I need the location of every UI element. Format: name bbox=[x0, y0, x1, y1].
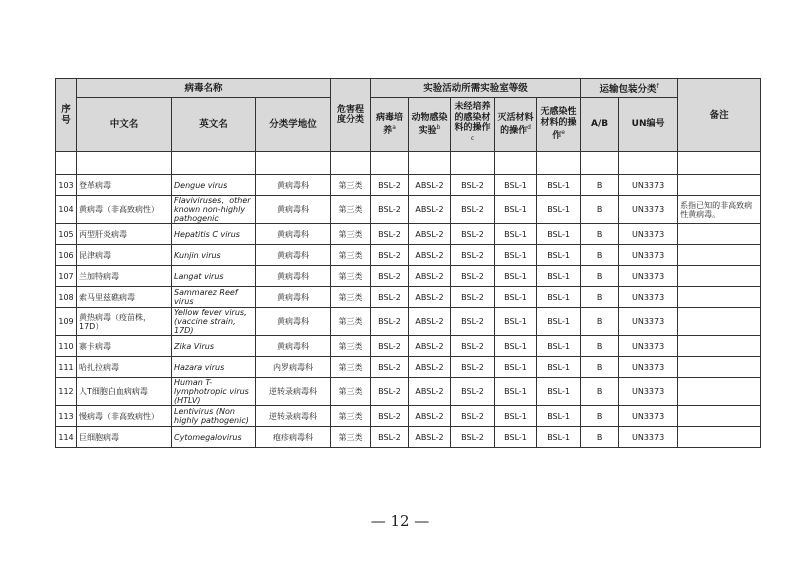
table-row bbox=[56, 378, 761, 406]
cell-cn: 登革病毒 bbox=[77, 175, 172, 196]
cell-inactivated: BSL-1 bbox=[495, 266, 537, 287]
cell-noninfectious: BSL-1 bbox=[537, 196, 581, 224]
cell-hazard: 第三类 bbox=[331, 266, 371, 287]
cell-inactivated: BSL-1 bbox=[495, 427, 537, 448]
cell-hazard: 第三类 bbox=[331, 224, 371, 245]
cell-culture: BSL-2 bbox=[371, 406, 409, 427]
cell-animal: ABSL-2 bbox=[409, 378, 451, 406]
cell-noninfectious: BSL-1 bbox=[537, 357, 581, 378]
cell-cn: 兰加特病毒 bbox=[77, 266, 172, 287]
cell-cn: 黄病毒（非高致病性） bbox=[77, 196, 172, 224]
cell-ab: B bbox=[581, 175, 619, 196]
cell-animal: ABSL-2 bbox=[409, 308, 451, 336]
cell-cn: 索马里兹礁病毒 bbox=[77, 287, 172, 308]
cell-noninfectious: BSL-1 bbox=[537, 245, 581, 266]
cell-no: 106 bbox=[56, 245, 77, 266]
cell-no: 107 bbox=[56, 266, 77, 287]
cell-culture: BSL-2 bbox=[371, 357, 409, 378]
table-row bbox=[56, 175, 761, 196]
cell-culture: BSL-2 bbox=[371, 196, 409, 224]
cell-inactivated: BSL-1 bbox=[495, 287, 537, 308]
cell-un: UN3373 bbox=[619, 175, 678, 196]
header-transport: 运输包装分类$^f$ bbox=[581, 79, 678, 98]
cell-no: 105 bbox=[56, 224, 77, 245]
cell-un: UN3373 bbox=[619, 224, 678, 245]
cell-uncultured: BSL-2 bbox=[451, 245, 495, 266]
header-cn-name: 中文名 bbox=[77, 98, 172, 152]
cell-ab: B bbox=[581, 427, 619, 448]
cell-un: UN3373 bbox=[619, 245, 678, 266]
cell-en: Yellow fever virus,(vaccine strain, 17D) bbox=[172, 308, 256, 336]
cell-en: Human T-lymphotropic virus (HTLV) bbox=[172, 378, 256, 406]
table-row bbox=[56, 266, 761, 287]
cell-un: UN3373 bbox=[619, 336, 678, 357]
cell-animal: ABSL-2 bbox=[409, 427, 451, 448]
table-row-blank bbox=[56, 152, 761, 175]
cell-un: UN3373 bbox=[619, 196, 678, 224]
cell-culture: BSL-2 bbox=[371, 287, 409, 308]
cell-en: Hazara virus bbox=[172, 357, 256, 378]
cell-inactivated: BSL-1 bbox=[495, 196, 537, 224]
cell-no: 112 bbox=[56, 378, 77, 406]
table-row bbox=[56, 224, 761, 245]
cell-remark bbox=[678, 245, 761, 266]
header-ab: A/B bbox=[581, 98, 619, 152]
cell-ab: B bbox=[581, 336, 619, 357]
cell-hazard: 第三类 bbox=[331, 357, 371, 378]
table-header bbox=[56, 79, 761, 152]
header-taxonomy: 分类学地位 bbox=[256, 98, 331, 152]
cell-noninfectious: BSL-1 bbox=[537, 427, 581, 448]
header-noninfectious: 无感染性材料的操作$^e$ bbox=[537, 98, 581, 152]
cell-remark bbox=[678, 224, 761, 245]
cell-hazard: 第三类 bbox=[331, 308, 371, 336]
table-row bbox=[56, 336, 761, 357]
cell-tax: 黄病毒科 bbox=[256, 287, 331, 308]
cell-tax: 黄病毒科 bbox=[256, 266, 331, 287]
cell-animal: ABSL-2 bbox=[409, 406, 451, 427]
cell-ab: B bbox=[581, 196, 619, 224]
header-hazard: 危害程度分类 bbox=[331, 79, 371, 152]
cell-ab: B bbox=[581, 378, 619, 406]
cell-en: Langat virus bbox=[172, 266, 256, 287]
cell-no: 108 bbox=[56, 287, 77, 308]
cell-animal: ABSL-2 bbox=[409, 287, 451, 308]
cell-remark bbox=[678, 406, 761, 427]
cell-noninfectious: BSL-1 bbox=[537, 175, 581, 196]
cell-culture: BSL-2 bbox=[371, 308, 409, 336]
cell-en: Hepatitis C virus bbox=[172, 224, 256, 245]
cell-culture: BSL-2 bbox=[371, 336, 409, 357]
cell-culture: BSL-2 bbox=[371, 245, 409, 266]
cell-ab: B bbox=[581, 406, 619, 427]
cell-en: Cytomegalovirus bbox=[172, 427, 256, 448]
virus-table bbox=[55, 78, 761, 448]
cell-cn: 昆津病毒 bbox=[77, 245, 172, 266]
cell-no: 111 bbox=[56, 357, 77, 378]
cell-ab: B bbox=[581, 357, 619, 378]
cell-cn: 哈扎拉病毒 bbox=[77, 357, 172, 378]
table-row bbox=[56, 287, 761, 308]
cell-hazard: 第三类 bbox=[331, 287, 371, 308]
cell-remark bbox=[678, 378, 761, 406]
cell-en: Sammarez Reef virus bbox=[172, 287, 256, 308]
cell-uncultured: BSL-2 bbox=[451, 427, 495, 448]
cell-ab: B bbox=[581, 245, 619, 266]
cell-cn: 慢病毒（非高致病性） bbox=[77, 406, 172, 427]
cell-animal: ABSL-2 bbox=[409, 266, 451, 287]
cell-cn: 人T细胞白血病病毒 bbox=[77, 378, 172, 406]
cell-cn: 巨细胞病毒 bbox=[77, 427, 172, 448]
header-virus-name: 病毒名称 bbox=[77, 79, 331, 98]
cell-no: 114 bbox=[56, 427, 77, 448]
cell-en: Lentivirus (Non highly pathogenic) bbox=[172, 406, 256, 427]
cell-un: UN3373 bbox=[619, 406, 678, 427]
cell-tax: 逆转录病毒科 bbox=[256, 406, 331, 427]
cell-uncultured: BSL-2 bbox=[451, 406, 495, 427]
cell-un: UN3373 bbox=[619, 266, 678, 287]
cell-ab: B bbox=[581, 224, 619, 245]
cell-hazard: 第三类 bbox=[331, 175, 371, 196]
header-culture: 病毒培养$^a$ bbox=[371, 98, 409, 152]
cell-noninfectious: BSL-1 bbox=[537, 336, 581, 357]
cell-inactivated: BSL-1 bbox=[495, 224, 537, 245]
cell-remark bbox=[678, 175, 761, 196]
header-serial: 序号 bbox=[56, 79, 77, 152]
table-row bbox=[56, 196, 761, 224]
cell-animal: ABSL-2 bbox=[409, 336, 451, 357]
cell-ab: B bbox=[581, 287, 619, 308]
cell-en: Flaviviruses，other known non-highly pathogenic bbox=[172, 196, 256, 224]
cell-no: 110 bbox=[56, 336, 77, 357]
cell-uncultured: BSL-2 bbox=[451, 175, 495, 196]
cell-inactivated: BSL-1 bbox=[495, 308, 537, 336]
cell-cn: 寨卡病毒 bbox=[77, 336, 172, 357]
cell-en: Dengue virus bbox=[172, 175, 256, 196]
cell-animal: ABSL-2 bbox=[409, 357, 451, 378]
cell-animal: ABSL-2 bbox=[409, 175, 451, 196]
cell-uncultured: BSL-2 bbox=[451, 336, 495, 357]
cell-hazard: 第三类 bbox=[331, 245, 371, 266]
cell-inactivated: BSL-1 bbox=[495, 175, 537, 196]
cell-remark bbox=[678, 266, 761, 287]
header-en-name: 英文名 bbox=[172, 98, 256, 152]
cell-uncultured: BSL-2 bbox=[451, 196, 495, 224]
cell-remark: 系指已知的非高致病性黄病毒。 bbox=[678, 196, 761, 224]
cell-no: 104 bbox=[56, 196, 77, 224]
table-body bbox=[56, 152, 761, 448]
cell-inactivated: BSL-1 bbox=[495, 357, 537, 378]
cell-remark bbox=[678, 357, 761, 378]
cell-un: UN3373 bbox=[619, 378, 678, 406]
header-uncultured: 未经培养的感染材料的操作$^c$ bbox=[451, 98, 495, 152]
cell-inactivated: BSL-1 bbox=[495, 378, 537, 406]
header-un: UN编号 bbox=[619, 98, 678, 152]
table-row bbox=[56, 427, 761, 448]
cell-uncultured: BSL-2 bbox=[451, 378, 495, 406]
cell-no: 109 bbox=[56, 308, 77, 336]
header-remark: 备注 bbox=[678, 79, 761, 152]
cell-remark bbox=[678, 336, 761, 357]
cell-un: UN3373 bbox=[619, 357, 678, 378]
cell-noninfectious: BSL-1 bbox=[537, 406, 581, 427]
cell-uncultured: BSL-2 bbox=[451, 357, 495, 378]
cell-tax: 逆转录病毒科 bbox=[256, 378, 331, 406]
cell-no: 103 bbox=[56, 175, 77, 196]
cell-tax: 黄病毒科 bbox=[256, 175, 331, 196]
cell-ab: B bbox=[581, 308, 619, 336]
cell-inactivated: BSL-1 bbox=[495, 336, 537, 357]
cell-tax: 内罗病毒科 bbox=[256, 357, 331, 378]
cell-hazard: 第三类 bbox=[331, 336, 371, 357]
cell-tax: 黄病毒科 bbox=[256, 336, 331, 357]
cell-ab: B bbox=[581, 266, 619, 287]
cell-culture: BSL-2 bbox=[371, 224, 409, 245]
cell-no: 113 bbox=[56, 406, 77, 427]
cell-animal: ABSL-2 bbox=[409, 224, 451, 245]
cell-un: UN3373 bbox=[619, 308, 678, 336]
page-number: — 12 — bbox=[370, 512, 430, 530]
cell-en: Zika Virus bbox=[172, 336, 256, 357]
cell-noninfectious: BSL-1 bbox=[537, 378, 581, 406]
cell-uncultured: BSL-2 bbox=[451, 287, 495, 308]
cell-uncultured: BSL-2 bbox=[451, 266, 495, 287]
cell-uncultured: BSL-2 bbox=[451, 224, 495, 245]
cell-culture: BSL-2 bbox=[371, 427, 409, 448]
cell-noninfectious: BSL-1 bbox=[537, 224, 581, 245]
cell-tax: 疱疹病毒科 bbox=[256, 427, 331, 448]
cell-hazard: 第三类 bbox=[331, 427, 371, 448]
cell-tax: 黄病毒科 bbox=[256, 196, 331, 224]
cell-cn: 黄热病毒（疫苗株，17D） bbox=[77, 308, 172, 336]
cell-noninfectious: BSL-1 bbox=[537, 266, 581, 287]
cell-tax: 黄病毒科 bbox=[256, 245, 331, 266]
cell-noninfectious: BSL-1 bbox=[537, 308, 581, 336]
header-lab-level: 实验活动所需实验室等级 bbox=[371, 79, 581, 98]
cell-uncultured: BSL-2 bbox=[451, 308, 495, 336]
cell-inactivated: BSL-1 bbox=[495, 245, 537, 266]
cell-culture: BSL-2 bbox=[371, 378, 409, 406]
cell-remark bbox=[678, 287, 761, 308]
table-row bbox=[56, 245, 761, 266]
cell-un: UN3373 bbox=[619, 287, 678, 308]
cell-noninfectious: BSL-1 bbox=[537, 287, 581, 308]
header-inactivated: 灭活材料的操作$^d$ bbox=[495, 98, 537, 152]
cell-culture: BSL-2 bbox=[371, 175, 409, 196]
cell-cn: 丙型肝炎病毒 bbox=[77, 224, 172, 245]
cell-hazard: 第三类 bbox=[331, 406, 371, 427]
cell-animal: ABSL-2 bbox=[409, 245, 451, 266]
cell-un: UN3373 bbox=[619, 427, 678, 448]
cell-hazard: 第三类 bbox=[331, 378, 371, 406]
header-animal: 动物感染实验$^b$ bbox=[409, 98, 451, 152]
cell-en: Kunjin virus bbox=[172, 245, 256, 266]
cell-remark bbox=[678, 427, 761, 448]
cell-animal: ABSL-2 bbox=[409, 196, 451, 224]
table-row bbox=[56, 406, 761, 427]
table-row bbox=[56, 357, 761, 378]
cell-culture: BSL-2 bbox=[371, 266, 409, 287]
cell-tax: 黄病毒科 bbox=[256, 308, 331, 336]
cell-inactivated: BSL-1 bbox=[495, 406, 537, 427]
table-row bbox=[56, 308, 761, 336]
cell-remark bbox=[678, 308, 761, 336]
cell-tax: 黄病毒科 bbox=[256, 224, 331, 245]
cell-hazard: 第三类 bbox=[331, 196, 371, 224]
